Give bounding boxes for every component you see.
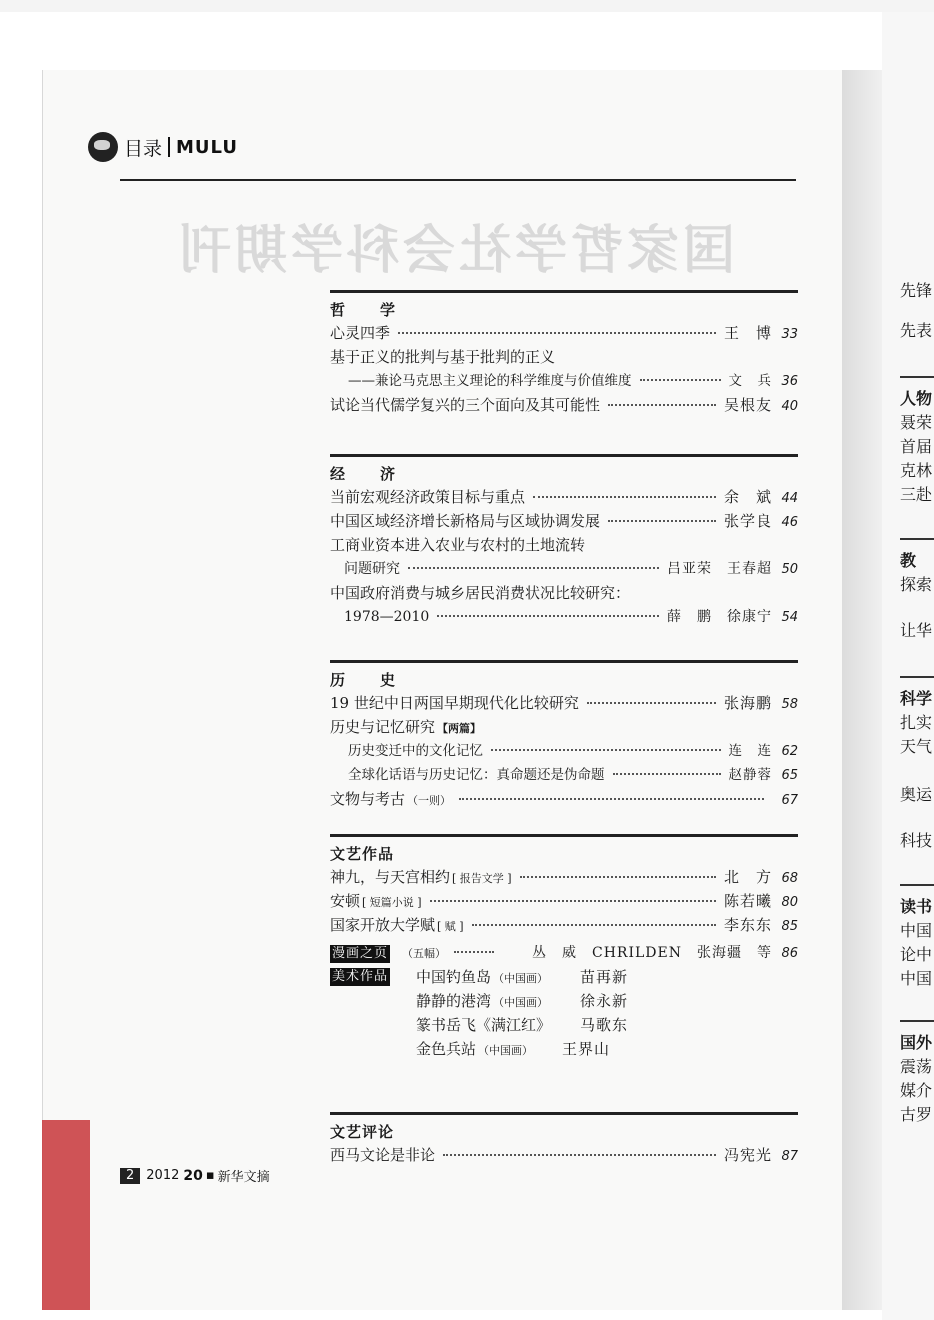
toc-entry[interactable] (330, 393, 798, 417)
facing-text: 人物 (900, 389, 933, 408)
entry-author: 李东东 (723, 916, 772, 934)
facing-text: 先表 (900, 321, 933, 340)
entry-page: 50 (781, 562, 798, 577)
header-rule (120, 179, 796, 181)
facing-text: 教 (900, 551, 917, 570)
entry-page: 46 (781, 515, 798, 530)
entry-page: 80 (781, 895, 798, 910)
leader-dots (533, 496, 716, 498)
entry-title: 心灵四季 (330, 324, 391, 342)
entry-page: 33 (781, 327, 798, 342)
entry-title: 19 世纪中日两国早期现代化比较研究 (330, 694, 579, 712)
entry-note: 【两篇】 (437, 722, 482, 735)
header-divider (168, 137, 170, 157)
section-history (330, 660, 798, 811)
entry-title: 国家开放大学赋 (330, 916, 436, 934)
artwork-item[interactable] (330, 989, 798, 1013)
entry-note: [ 短篇小说 ] (362, 896, 422, 909)
artwork-author: 苗再新 (580, 968, 629, 986)
leader-dots (491, 749, 721, 751)
header-title-cn: 目录 (124, 137, 163, 160)
leader-dots (587, 702, 716, 704)
facing-text: 先锋 (900, 281, 933, 300)
entry-author: 张学良 (723, 512, 772, 530)
facing-text: 中国 (900, 921, 933, 940)
leader-dots (430, 900, 716, 902)
facing-text: 科技 (900, 831, 933, 850)
scan-border-top (0, 0, 934, 12)
toc-entry-continued[interactable] (330, 557, 798, 581)
entry-title: 文物与考古 (330, 790, 406, 808)
page-gutter-shadow (842, 70, 882, 1310)
entry-author: 丛 威 CHRILDEN 张海疆 等 (532, 945, 772, 961)
section-literature (330, 834, 798, 1061)
artwork-item[interactable] (330, 1013, 798, 1037)
artwork-title: 静静的港湾 （中国画） (416, 992, 549, 1010)
artwork-author: 王界山 (562, 1040, 611, 1058)
toc-entry-subtitle[interactable] (330, 739, 798, 763)
facing-text: 天气 (900, 737, 933, 756)
leader-dots (520, 876, 716, 878)
entry-page: 86 (781, 946, 798, 961)
facing-text: 国外 (900, 1033, 933, 1052)
facing-text: 扎实 (900, 713, 933, 732)
toc-entry[interactable] (330, 321, 798, 345)
facing-text: 让华 (900, 621, 933, 640)
bleed-through-text: 国家哲学社会科学期刊 (175, 221, 736, 281)
section-rule (330, 454, 798, 457)
entry-page: 85 (781, 919, 798, 934)
entry-page: 44 (781, 491, 798, 506)
entry-title: 中国区域经济增长新格局与区域协调发展 (330, 512, 601, 530)
facing-text: 探索 (900, 575, 933, 594)
section-title: 文艺作品 (330, 845, 395, 863)
leader-dots (408, 567, 659, 569)
toc-entry[interactable] (330, 787, 798, 811)
toc-entry[interactable] (330, 913, 798, 937)
artwork-author: 马歌东 (580, 1016, 629, 1034)
entry-author: 薛 鹏 徐康宁 (667, 609, 772, 625)
facing-page-column (900, 280, 934, 1140)
toc-entry[interactable] (330, 509, 798, 533)
toc-entry[interactable] (330, 889, 798, 913)
entry-note: （一则） (407, 794, 452, 807)
entry-page: 68 (781, 871, 798, 886)
entry-title: 安顿 (330, 892, 361, 910)
page-header (88, 132, 238, 162)
entry-author: 吕亚荣 王春超 (667, 561, 772, 577)
leader-dots (437, 615, 659, 617)
facing-text: 聂荣 (900, 413, 933, 432)
entry-title: 中国政府消费与城乡居民消费状况比较研究： (330, 584, 631, 602)
entry-author: 连 连 (728, 743, 772, 759)
entry-title: 当前宏观经济政策目标与重点 (330, 488, 526, 506)
entry-page: 87 (781, 1149, 798, 1164)
section-rule (330, 834, 798, 837)
entry-author: 文 兵 (728, 373, 772, 389)
facing-rule (900, 676, 934, 678)
section-title: 哲 学 (330, 301, 406, 319)
entry-page: 67 (781, 793, 798, 808)
section-title: 文艺评论 (330, 1123, 395, 1141)
entry-page: 54 (781, 610, 798, 625)
facing-text: 奥运 (900, 785, 933, 804)
entry-page: 58 (781, 697, 798, 712)
facing-text: 古罗 (900, 1105, 933, 1124)
entry-title: 神九，与天宫相约 (330, 868, 451, 886)
entry-title: 问题研究 (344, 561, 400, 577)
toc-entry[interactable] (330, 345, 798, 369)
leader-dots (443, 1154, 716, 1156)
facing-rule (900, 376, 934, 378)
entry-author: 张海鹏 (723, 694, 772, 712)
entry-page: 65 (781, 768, 798, 783)
artwork-title: 金色兵站 （中国画） (416, 1040, 534, 1058)
facing-rule (900, 538, 934, 540)
entry-author: 陈若曦 (723, 892, 772, 910)
footer-magazine: 新华文摘 (217, 1170, 270, 1185)
section-economy (330, 454, 798, 629)
facing-rule (900, 1020, 934, 1022)
section-rule (330, 1112, 798, 1115)
entry-title: 1978—2010 (344, 609, 430, 625)
leader-dots (459, 798, 764, 800)
entry-author: 赵静蓉 (728, 767, 772, 783)
toc-entry-subtitle[interactable] (330, 763, 798, 787)
entry-title: 全球化话语与历史记忆：真命题还是伪命题 (348, 767, 605, 783)
entry-author: 余 斌 (723, 488, 772, 506)
facing-rule (900, 884, 934, 886)
leader-dots (640, 379, 721, 381)
facing-text: 中国 (900, 969, 933, 988)
artwork-title: 中国钓鱼岛 （中国画） (416, 968, 549, 986)
footer-page-number: 2 (120, 1168, 140, 1184)
facing-text: 读书 (900, 897, 933, 916)
toc-entry[interactable] (330, 581, 798, 605)
facing-text: 首届 (900, 437, 933, 456)
facing-text: 科学 (900, 689, 933, 708)
page-footer (120, 1166, 270, 1185)
facing-text: 三赴 (900, 485, 933, 504)
leader-dots (454, 951, 494, 953)
entry-page: 36 (781, 374, 798, 389)
red-edge-strip (42, 1120, 90, 1310)
entry-note: [ 报告文学 ] (452, 872, 512, 885)
section-criticism (330, 1112, 798, 1167)
entry-author: 冯宪光 (723, 1146, 772, 1164)
entry-title: 基于正义的批判与基于批判的正义 (330, 348, 556, 366)
footer-issue: 20 (183, 1167, 203, 1184)
entry-page: 40 (781, 399, 798, 414)
entry-page: 62 (781, 744, 798, 759)
toc-entry[interactable] (330, 715, 798, 739)
footer-year: 2012 (146, 1168, 180, 1183)
artwork-item[interactable] (330, 965, 798, 989)
footer-bullet: ▪ (205, 1168, 215, 1183)
entry-title: 西马文论是非论 (330, 1146, 436, 1164)
leader-dots (398, 332, 716, 334)
entry-title: 试论当代儒学复兴的三个面向及其可能性 (330, 396, 601, 414)
section-title: 历 史 (330, 671, 406, 689)
leader-dots (608, 404, 716, 406)
facing-text: 震荡 (900, 1057, 933, 1076)
comics-tag: 漫画之页 (332, 946, 389, 961)
section-rule (330, 290, 798, 293)
art-tag: 美术作品 (332, 969, 389, 984)
facing-text: 克林 (900, 461, 933, 480)
toc-entry[interactable] (330, 485, 798, 509)
entry-author: 吴根友 (723, 396, 772, 414)
toc-entry[interactable] (330, 691, 798, 715)
artwork-item[interactable] (330, 1037, 798, 1061)
entry-author: 王 博 (723, 324, 772, 342)
facing-text: 媒介 (900, 1081, 933, 1100)
toc-entry[interactable] (330, 865, 798, 889)
facing-text: 论中 (900, 945, 933, 964)
header-title-en: MULU (176, 136, 238, 158)
entry-title: 历史变迁中的文化记忆 (348, 743, 483, 759)
entry-note: [ 赋 ] (437, 920, 464, 933)
entry-title: 历史与记忆研究 (330, 718, 436, 736)
toc-entry-continued[interactable] (330, 605, 798, 629)
leader-dots (472, 924, 716, 926)
entry-title: 工商业资本进入农业与农村的土地流转 (330, 536, 586, 554)
leader-dots (613, 773, 721, 775)
section-philosophy (330, 290, 798, 417)
toc-entry-subtitle[interactable] (330, 369, 798, 393)
section-title: 经 济 (330, 465, 406, 483)
entry-note: （五幅） (402, 947, 447, 960)
artwork-author: 徐永新 (580, 992, 629, 1010)
globe-icon (88, 132, 118, 162)
toc-entry[interactable] (330, 1143, 798, 1167)
section-rule (330, 660, 798, 663)
toc-entry[interactable] (330, 533, 798, 557)
toc-entry-comics[interactable] (330, 941, 798, 965)
artwork-title: 篆书岳飞《满江红》 (416, 1016, 552, 1034)
entry-title: ——兼论马克思主义理论的科学维度与价值维度 (348, 373, 632, 389)
leader-dots (608, 520, 716, 522)
entry-author: 北 方 (723, 868, 772, 886)
